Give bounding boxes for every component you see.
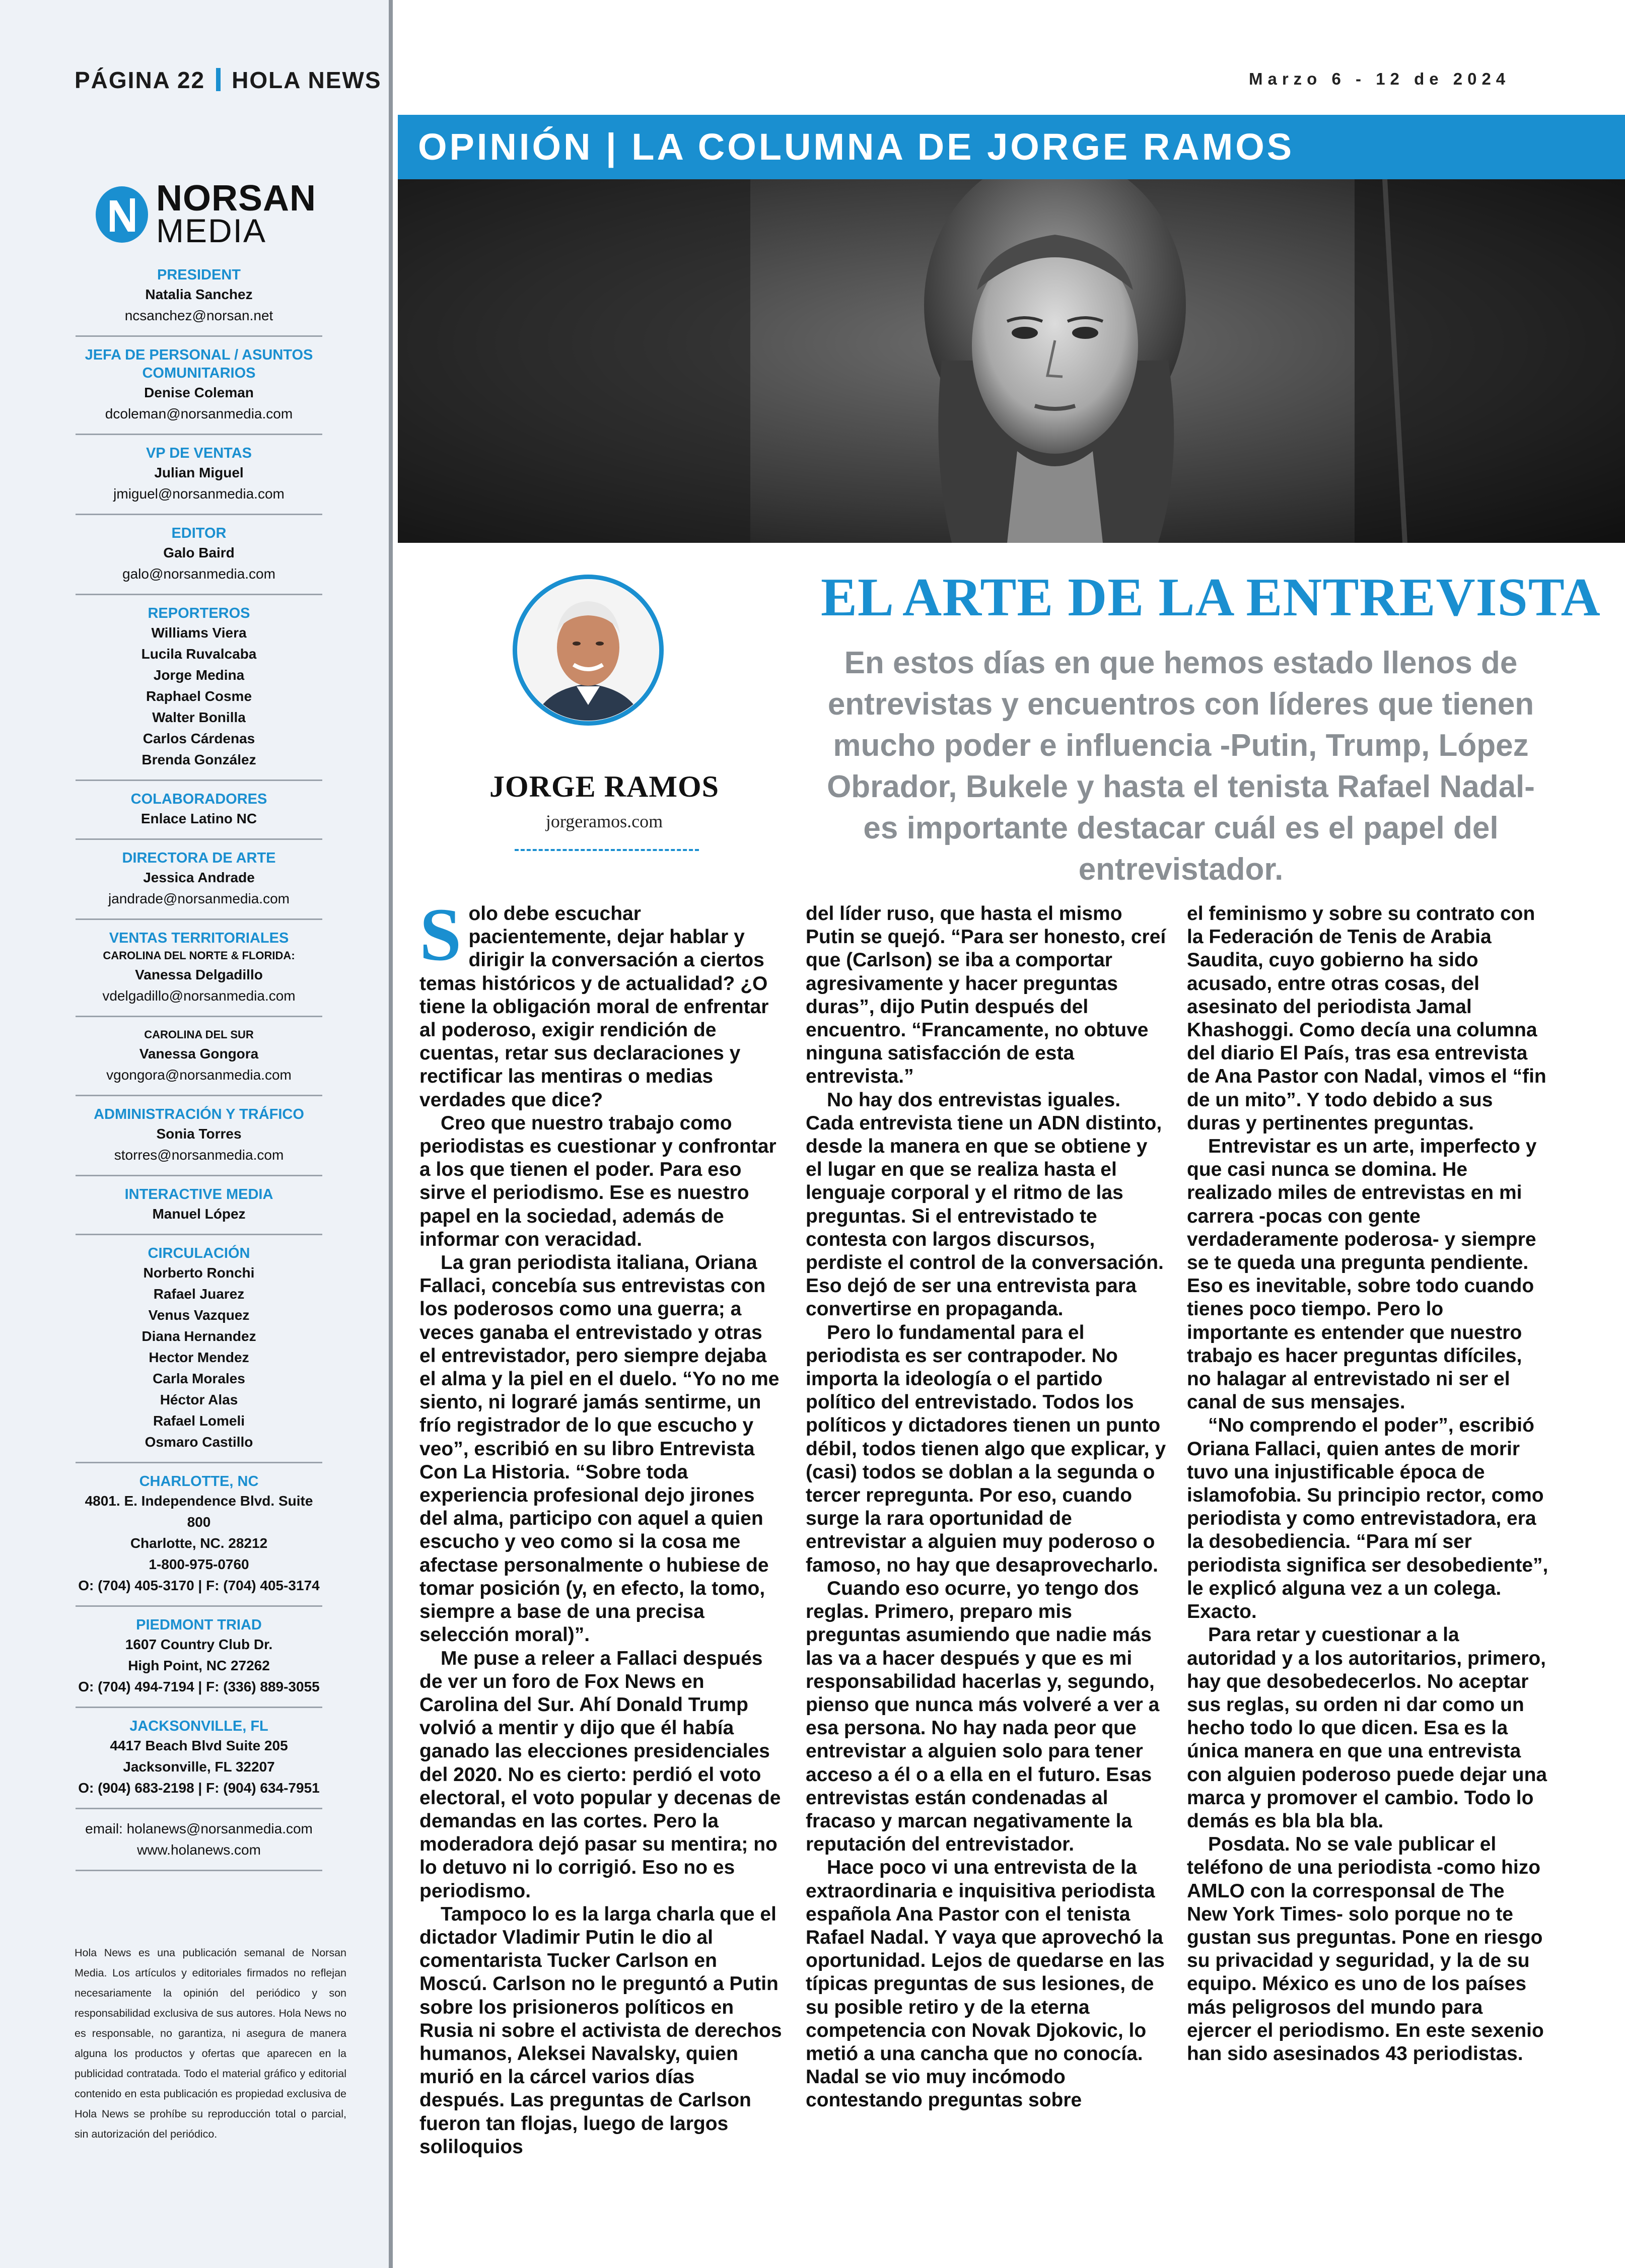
staff-directory — [76, 262, 322, 1876]
separator-bar — [216, 68, 221, 91]
staff-section — [76, 600, 322, 781]
byline-divider — [515, 849, 699, 851]
staff-contact-link[interactable]: jandrade@norsanmedia.com — [108, 891, 290, 906]
article-paragraph: No hay dos entrevistas iguales. Cada entrevista tiene un ADN distinto, desde la manera en que se obtiene y el lugar en que se realiza hasta el lenguaje corporal y el ritmo de las preguntas. Si el entrevistado te contesta con largos discursos, perdiste el control de la conversación. Eso dejó de ser una entrevista para convertirse en propaganda. — [806, 1089, 1164, 1320]
staff-section-title: INTERACTIVE MEDIA — [124, 1186, 273, 1202]
article-headline: EL ARTE DE LA ENTREVISTA — [821, 568, 1601, 627]
staff-section-title: EDITOR — [171, 525, 227, 541]
staff-line: Raphael Cosme — [146, 688, 252, 704]
staff-section-title: REPORTEROS — [148, 605, 250, 621]
article-paragraph: Tampoco lo es la larga charla que el dictador Vladimir Putin le dio al comentarista Tucker Carlson en Moscú. Carlson no le preguntó a Putin sobre los prisioneros políticos en Rusia ni sobre el activista de derechos humanos, Aleksei Navalsky, quien murió en la cárcel varios días después. Las preguntas de Carlson fueron tan flojas, luego de largos soliloquios — [419, 1903, 782, 2158]
norsan-logo-icon — [95, 185, 149, 244]
staff-line: Osmaro Castillo — [145, 1434, 253, 1450]
staff-section — [76, 1814, 322, 1871]
publication-name: HOLA NEWS — [232, 67, 382, 93]
staff-line: Lucila Ruvalcaba — [141, 646, 257, 662]
staff-contact-link[interactable]: vgongora@norsanmedia.com — [106, 1067, 292, 1083]
staff-contact-link[interactable]: jmiguel@norsanmedia.com — [113, 486, 285, 502]
page-number: PÁGINA 22 — [75, 67, 205, 93]
staff-line: Norberto Ronchi — [143, 1265, 255, 1281]
staff-contact-link[interactable]: ncsanchez@norsan.net — [124, 308, 273, 323]
article-paragraph: Para retar y cuestionar a la autoridad y a los autoritarios, primero, hay que desobedecerlos. No aceptar sus reglas, su orden ni dar como un hecho todo lo que dicen. Esa es la única manera en que una entrevista con alguien poderoso puede dejar una marca y promover el cambio. Todo lo demás es bla bla bla. — [1187, 1624, 1547, 1832]
staff-line: Diana Hernandez — [142, 1328, 256, 1344]
staff-line: Héctor Alas — [160, 1392, 238, 1407]
article-paragraph: Hace poco vi una entrevista de la extraordinaria e inquisitiva periodista española Ana Pastor con el tenista Rafael Nadal. Y vaya que aprovechó la oportunidad. Lejos de quedarse en las típicas preguntas de sus lesiones, de su posible retiro y de la eterna competencia con Novak Djokovic, lo metió a una cancha que no conocía. Nadal se vio muy incómodo contestando preguntas sobre — [806, 1857, 1165, 2111]
staff-line: Carlos Cárdenas — [143, 731, 255, 746]
staff-section-title: VP DE VENTAS — [146, 445, 252, 461]
staff-line: High Point, NC 27262 — [128, 1658, 270, 1673]
staff-section — [76, 1713, 322, 1809]
staff-contact-link[interactable]: email: holanews@norsanmedia.com — [85, 1821, 313, 1836]
article-paragraph-text: olo debe escuchar pacientemente, dejar hablar y dirigir la conversación a ciertos temas históricos y de actualidad? ¿O tiene la obligación moral de enfrentar al poderoso, exigir rendición de cuentas, retar sus declaraciones y rectificar las mentiras o medias verdades que dice? — [419, 903, 769, 1111]
staff-line: Jacksonville, FL 32207 — [123, 1759, 275, 1775]
masthead-sidebar — [0, 0, 393, 2268]
staff-section-title: JACKSONVILLE, FL — [129, 1718, 268, 1734]
staff-line: Galo Baird — [163, 545, 235, 560]
section-title: OPINIÓN | LA COLUMNA DE JORGE RAMOS — [418, 126, 1295, 168]
article-paragraph — [419, 893, 782, 1112]
staff-section-title: CIRCULACIÓN — [148, 1245, 250, 1261]
article-paragraph: Cuando eso ocurre, yo tengo dos reglas. Primero, preparo mis preguntas asumiendo que nadie más las va a hacer después y que es mi responsabilidad hacerlas y, segundo, pienso que nunca más volveré a ver a esa persona. No hay nada peor que entrevistar a alguien solo para tener acceso a él o a ella en el futuro. Esas entrevistas están condenadas al fracaso y marcan negativamente la reputación del entrevistador. — [806, 1577, 1160, 1856]
author-name: JORGE RAMOS — [489, 770, 720, 803]
staff-section — [76, 1612, 322, 1708]
staff-line: 4801. E. Independence Blvd. Suite 800 — [85, 1493, 313, 1530]
article-paragraph: del líder ruso, que hasta el mismo Putin se quejó. “Para ser honesto, creí que (Carlson) se iba a comportar agresivamente y hacer preguntas duras”, dijo Putin después del encuentro. “Francamente, no obtuve ninguna satisfacción de esta entrevista.” — [806, 903, 1166, 1088]
staff-line: Williams Viera — [151, 625, 247, 641]
staff-section — [76, 925, 322, 1017]
staff-section — [76, 520, 322, 595]
article-paragraph: Pero lo fundamental para el periodista es ser contrapoder. No importa la ideología o el partido político del entrevistado. Todos los políticos y dictadores tienen un punto débil, todos tienen algo que explicar, y (casi) todos se doblan a la segunda o tercer repregunta. Por eso, cuando surge la rara oportunidad de entrevistar a alguien muy poderoso o famoso, no hay que desaprovecharlo. — [806, 1321, 1166, 1576]
staff-line: O: (704) 494-7194 | F: (336) 889-3055 — [78, 1679, 320, 1694]
staff-section-title: ADMINISTRACIÓN Y TRÁFICO — [94, 1106, 304, 1122]
staff-section — [76, 342, 322, 435]
staff-section — [76, 440, 322, 515]
logo-wordmark-top: NORSAN — [156, 178, 317, 219]
author-portrait-illustration — [511, 573, 665, 727]
staff-line: O: (904) 683-2198 | F: (904) 634-7951 — [78, 1780, 320, 1796]
staff-line: Vanessa Delgadillo — [135, 967, 263, 982]
hero-photo — [398, 179, 1625, 543]
article-paragraph: La gran periodista italiana, Oriana Fallaci, concebía sus entrevistas con los poderosos como una guerra; a veces ganaba el entrevistado y otras el entrevistador, pero siempre dejaba el alma y la piel en el duelo. “Yo no me siento, ni lograré jamás sentirme, un frío registrador de lo que escucho y veo”, escribió en su libro Entrevista Con La Historia. “Sobre toda experiencia profesional dejo jirones del alma, participo con aquel a quien escucho y veo como si la cosa me afectase personalmente o hubiese de tomar posición (y, en efecto, la tomo, siempre a base de una precisa selección moral)”. — [419, 1252, 780, 1646]
article-deck: En estos días en que hemos estado llenos de entrevistas y encuentros con líderes que tienen mucho poder e influencia -Putin, Trump, López Obrador, Bukele y hasta el tenista Rafael Nadal- es importante destacar cuál es el papel del entrevistador. — [827, 646, 1535, 887]
staff-line: Manuel López — [152, 1206, 246, 1222]
staff-line: 4417 Beach Blvd Suite 205 — [110, 1738, 288, 1753]
staff-section — [76, 845, 322, 920]
staff-line: Sonia Torres — [156, 1126, 242, 1142]
staff-line: 1607 Country Club Dr. — [125, 1637, 273, 1652]
staff-section — [76, 1101, 322, 1176]
staff-contact-link[interactable]: dcoleman@norsanmedia.com — [105, 406, 293, 421]
staff-section-title: DIRECTORA DE ARTE — [122, 850, 276, 866]
staff-section-subtitle: CAROLINA DEL NORTE & FLORIDA: — [103, 949, 295, 962]
staff-section-title: VENTAS TERRITORIALES — [109, 930, 289, 946]
staff-section — [76, 1022, 322, 1096]
author-photo — [511, 573, 665, 727]
staff-line: Jorge Medina — [153, 667, 245, 683]
staff-line: Rafael Lomeli — [153, 1413, 245, 1429]
staff-line: Vanessa Gongora — [139, 1046, 259, 1061]
staff-line: Rafael Juarez — [153, 1286, 245, 1302]
staff-contact-link[interactable]: vdelgadillo@norsanmedia.com — [102, 988, 296, 1004]
staff-section — [76, 1240, 322, 1463]
publication-disclaimer: Hola News es una publicación semanal de Norsan Media. Los artículos y editoriales firmados no reflejan necesariamente la opinión del periódico y son responsabilidad exclusiva de sus autores. Hola News no es responsable, no garantiza, ni asegura de manera alguna los productos y ofertas que aparecen en la publicidad contratada. Todo el material gráfico y editorial contenido en esta publicación es propiedad exclusiva de Hola News se prohíbe su reproducción total o parcial, sin autorización del periódico. — [75, 1947, 346, 2140]
staff-section — [76, 262, 322, 337]
staff-line: Natalia Sanchez — [145, 287, 253, 302]
staff-line: 1-800-975-0760 — [149, 1556, 249, 1572]
staff-section-title: PIEDMONT TRIAD — [136, 1617, 262, 1633]
staff-line: Brenda González — [142, 752, 256, 767]
staff-line: O: (704) 405-3170 | F: (704) 405-3174 — [78, 1578, 320, 1593]
drop-cap: S — [419, 893, 462, 976]
staff-section — [76, 1468, 322, 1607]
staff-line: Julian Miguel — [154, 465, 244, 480]
article-column-2 — [806, 902, 1168, 2112]
staff-line: Carla Morales — [153, 1371, 245, 1386]
staff-section-subtitle: CAROLINA DEL SUR — [144, 1028, 254, 1041]
staff-line: Walter Bonilla — [152, 710, 246, 725]
article-paragraph: Me puse a releer a Fallaci después de ver un foro de Fox News en Carolina del Sur. Ahí Donald Trump volvió a mentir y dijo que él había ganado las elecciones presidenciales del 2020. No es cierto: perdió el voto electoral, el voto popular y decenas de demandas en las cortes. Pero la moderadora dejó pasar su mentira; no lo detuvo ni lo corrigió. Eso no es periodismo. — [419, 1647, 781, 1902]
section-banner — [398, 115, 1625, 179]
staff-section — [76, 1181, 322, 1235]
staff-line: Enlace Latino NC — [140, 811, 257, 826]
article-paragraph: Entrevistar es un arte, imperfecto y que casi nunca se domina. He realizado miles de entrevistas en mi carrera -pocas con gente verdaderamente poderosa- y siempre se te queda una pregunta pendiente. Eso es inevitable, sobre todo cuando tienes poco tiempo. Pero lo importante es entender que nuestro trabajo es hacer preguntas difíciles, no halagar al entrevistado ni ser el canal de sus mensajes. — [1187, 1136, 1537, 1413]
staff-line: Charlotte, NC. 28212 — [130, 1535, 268, 1551]
author-website-link[interactable]: jorgeramos.com — [545, 811, 663, 831]
staff-section — [76, 786, 322, 840]
staff-line: Jessica Andrade — [143, 870, 255, 885]
staff-line: Denise Coleman — [144, 385, 254, 400]
article-paragraph: Creo que nuestro trabajo como periodistas es cuestionar y confrontar a los que tienen el poder. Para eso sirve el periodismo. Ese es nuestro papel en la sociedad, además de informar con veracidad. — [419, 1112, 776, 1250]
article-column-3 — [1187, 902, 1549, 2066]
page-number-label — [75, 66, 382, 94]
logo-wordmark-bottom: MEDIA — [156, 212, 267, 249]
staff-contact-link[interactable]: galo@norsanmedia.com — [122, 566, 275, 582]
staff-section-title: PRESIDENT — [157, 267, 241, 283]
portrait-photo-illustration — [398, 179, 1625, 543]
issue-date: Marzo 6 - 12 de 2024 — [1249, 69, 1511, 88]
article-paragraph: “No comprendo el poder”, escribió Oriana Fallaci, quien antes de morir tuvo una injustificable época de islamofobia. Su principio rector, como periodista y como entrevistadora, era la desobediencia. “Para mí ser periodista significa ser desobediente”, le explicó alguna vez a un colega. Exacto. — [1187, 1414, 1548, 1623]
article-paragraph: el feminismo y sobre su contrato con la Federación de Tenis de Arabia Saudita, cuyo gobierno ha sido acusado, entre otras cosas, del asesinato del periodista Jamal Khashoggi. Como decía una columna del diario El País, tras esa entrevista de Ana Pastor con Nadal, vimos el “fin de un mito”. Y todo debido a sus duras y pertinentes preguntas. — [1187, 903, 1546, 1134]
staff-line: Hector Mendez — [149, 1350, 249, 1365]
article-column-1 — [419, 893, 782, 2159]
staff-contact-link[interactable]: storres@norsanmedia.com — [114, 1147, 284, 1163]
article-paragraph: Posdata. No se vale publicar el teléfono de una periodista -como hizo AMLO con la corresponsal de The New York Times- solo porque no te gustan sus preguntas. Pone en riesgo su privacidad y seguridad, y la de su equipo. México es uno de los países más peligrosos del mundo para ejercer el periodismo. En este sexenio han sido asesinados 43 periodistas. — [1187, 1833, 1544, 2065]
staff-section-title: JEFA DE PERSONAL / ASUNTOS COMUNITARIOS — [85, 347, 313, 381]
staff-contact-link[interactable]: www.holanews.com — [137, 1842, 261, 1858]
staff-line: Venus Vazquez — [148, 1307, 250, 1323]
staff-section-title: CHARLOTTE, NC — [139, 1473, 259, 1490]
staff-section-title: COLABORADORES — [130, 791, 267, 807]
norsan-media-logo — [95, 178, 326, 249]
